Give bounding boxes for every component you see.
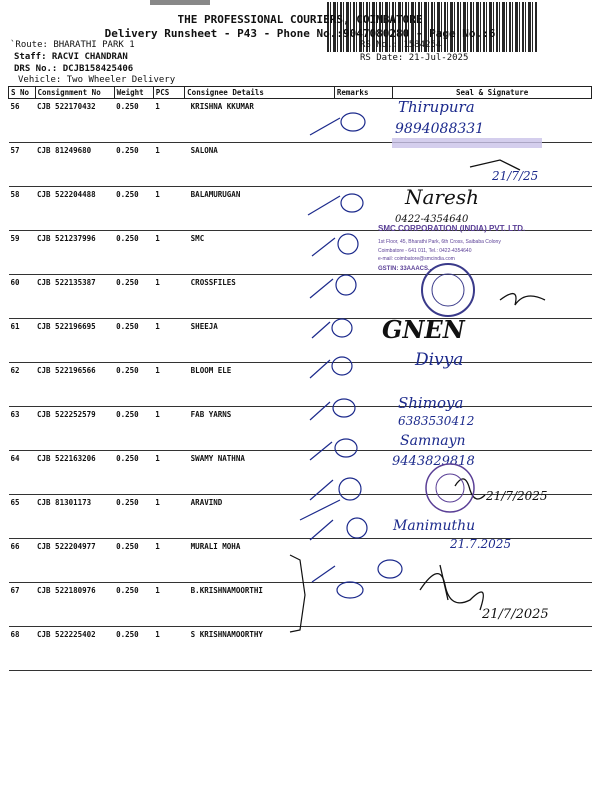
row-sno: 58: [9, 187, 36, 231]
sig-61: GNEN: [382, 315, 465, 344]
row-consignment-no: CJB 522196566: [35, 363, 114, 407]
sig-65-date: 21/7/2025: [486, 489, 548, 503]
stamp-gstin: GSTIN: 33AAACS...: [378, 266, 434, 272]
row-sno: 63: [9, 407, 36, 451]
row-remarks: [334, 143, 392, 187]
row-signature: [393, 319, 592, 363]
row-weight: 0.250: [114, 407, 153, 451]
sig-66-date: 21.7.2025: [450, 537, 512, 551]
row-pcs: 1: [153, 319, 184, 363]
sig-58: Naresh: [405, 185, 479, 209]
row-consignee-name: KRISHNA KKUMAR: [185, 99, 335, 143]
row-signature: [393, 627, 592, 671]
row-sno: 65: [9, 495, 36, 539]
row-remarks: [334, 99, 392, 143]
row-signature: [393, 451, 592, 495]
row-signature: [393, 187, 592, 231]
sig-63: Shimoya: [398, 394, 464, 412]
row-sno: 56: [9, 99, 36, 143]
row-signature: [393, 99, 592, 143]
row-pcs: 1: [153, 231, 184, 275]
row-remarks: [334, 231, 392, 275]
table-row: [9, 407, 592, 451]
row-sno: 68: [9, 627, 36, 671]
col-remarks: Remarks: [334, 87, 392, 99]
table-row: [9, 363, 592, 407]
row-sno: 60: [9, 275, 36, 319]
row-sno: 57: [9, 143, 36, 187]
col-signature: Seal & Signature: [393, 87, 592, 99]
sig-63-phone: 6383530412: [398, 414, 475, 428]
row-signature: [393, 583, 592, 627]
row-consignment-no: CJB 522180976: [35, 583, 114, 627]
row-consignee-name: B.KRISHNAMOORTHI: [185, 583, 335, 627]
row-pcs: 1: [153, 99, 184, 143]
row-pcs: 1: [153, 187, 184, 231]
row-consignment-no: CJB 81249680: [35, 143, 114, 187]
row-consignment-no: CJB 522163206: [35, 451, 114, 495]
row-pcs: 1: [153, 451, 184, 495]
row-remarks: [334, 583, 392, 627]
row-signature: [393, 275, 592, 319]
row-pcs: 1: [153, 275, 184, 319]
sig-66: Manimuthu: [393, 518, 476, 534]
row-pcs: 1: [153, 143, 184, 187]
table-row: [9, 187, 592, 231]
table-row: [9, 451, 592, 495]
row-consignment-no: CJB 81301173: [35, 495, 114, 539]
row-consignee-name: BALAMURUGAN: [185, 187, 335, 231]
row-consignment-no: CJB 522225402: [35, 627, 114, 671]
col-pcs: PCS: [153, 87, 184, 99]
row-consignee-name: ARAVIND: [185, 495, 335, 539]
row-consignee-name: SMC: [185, 231, 335, 275]
row-consignee-name: SALONA: [185, 143, 335, 187]
row-weight: 0.250: [114, 583, 153, 627]
stamp-name: SMC CORPORATION (INDIA) PVT. LTD.: [378, 224, 526, 233]
sig-64-phone: 9443829818: [392, 454, 475, 469]
row-weight: 0.250: [114, 187, 153, 231]
sig-58-phone: 0422-4354640: [395, 214, 469, 225]
row-weight: 0.250: [114, 231, 153, 275]
table-row: [9, 99, 592, 143]
table-row: [9, 231, 592, 275]
row-consignment-no: CJB 521237996: [35, 231, 114, 275]
row-signature: [393, 539, 592, 583]
stamp-line3: e-mail: coimbatore@smcindia.com: [378, 256, 455, 262]
row-weight: 0.250: [114, 275, 153, 319]
rs-date: RS Date: 21-Jul-2025: [360, 53, 469, 63]
sig-62: Divya: [415, 350, 464, 370]
vehicle-label: Vehicle: Two Wheeler Delivery: [18, 75, 176, 85]
col-sno: S No: [9, 87, 36, 99]
table-row: [9, 495, 592, 539]
row-remarks: [334, 539, 392, 583]
row-weight: 0.250: [114, 99, 153, 143]
row-sno: 66: [9, 539, 36, 583]
row-consignee-name: FAB YARNS: [185, 407, 335, 451]
table-row: [9, 143, 592, 187]
row-consignment-no: CJB 522204977: [35, 539, 114, 583]
stamp-line2: Coimbatore - 641 011, Tel.: 0422-4354640: [378, 248, 472, 254]
rs-number: RS No.: 1584254: [360, 40, 442, 50]
row-remarks: [334, 187, 392, 231]
row-pcs: 1: [153, 627, 184, 671]
row-pcs: 1: [153, 363, 184, 407]
staff-label: Staff: RACVI CHANDRAN: [14, 52, 128, 62]
row-signature: [393, 143, 592, 187]
drs-label: DRS No.: DCJB158425406: [14, 64, 134, 74]
row-consignee-name: MURALI MOHA: [185, 539, 335, 583]
sig-57-date: 21/7/25: [492, 169, 539, 183]
row-sno: 61: [9, 319, 36, 363]
row-signature: [393, 495, 592, 539]
row-remarks: [334, 451, 392, 495]
row-consignee-name: SWAMY NATHNA: [185, 451, 335, 495]
row-sno: 59: [9, 231, 36, 275]
row-consignment-no: CJB 522196695: [35, 319, 114, 363]
row-remarks: [334, 627, 392, 671]
runsheet-subtitle: Delivery Runsheet - P43 - Phone No.:9047080280 - Page No.:6: [104, 27, 496, 40]
row-remarks: [334, 363, 392, 407]
row-consignee-name: CROSSFILES: [185, 275, 335, 319]
row-remarks: [334, 495, 392, 539]
table-row: [9, 275, 592, 319]
row-consignment-no: CJB 522170432: [35, 99, 114, 143]
top-edge-mark: [150, 0, 210, 5]
row-consignee-name: SHEEJA: [185, 319, 335, 363]
sig-68-date: 21/7/2025: [482, 607, 549, 622]
row-sno: 67: [9, 583, 36, 627]
row-pcs: 1: [153, 407, 184, 451]
row-weight: 0.250: [114, 539, 153, 583]
row-signature: [393, 363, 592, 407]
row-consignment-no: CJB 522252579: [35, 407, 114, 451]
stamp-line1: 1st Floor, 45, Bharathi Park, 6th Cross, Saibaba Colony: [378, 239, 501, 245]
sig-56: Thirupura: [398, 98, 475, 116]
row-sno: 64: [9, 451, 36, 495]
row-pcs: 1: [153, 539, 184, 583]
table-row: [9, 627, 592, 671]
row-consignment-no: CJB 522135387: [35, 275, 114, 319]
row-consignment-no: CJB 522204488: [35, 187, 114, 231]
row-weight: 0.250: [114, 319, 153, 363]
col-weight: Weight: [114, 87, 153, 99]
col-consignee: Consignee Details: [185, 87, 335, 99]
row-weight: 0.250: [114, 495, 153, 539]
row-consignee-name: S KRISHNAMOORTHY: [185, 627, 335, 671]
page-title: THE PROFESSIONAL COURIERS, COIMBATORE: [177, 13, 423, 26]
row-signature: [393, 231, 592, 275]
sig-64: Samnayn: [400, 433, 466, 449]
row-signature: [393, 407, 592, 451]
row-remarks: [334, 319, 392, 363]
sig-56-phone: 9894088331: [395, 121, 485, 137]
row-weight: 0.250: [114, 627, 153, 671]
col-consignment: Consignment No: [35, 87, 114, 99]
runsheet-table: [8, 86, 592, 671]
row-pcs: 1: [153, 583, 184, 627]
table-row: [9, 583, 592, 627]
row-weight: 0.250: [114, 451, 153, 495]
row-sno: 62: [9, 363, 36, 407]
row-remarks: [334, 275, 392, 319]
route-label: `Route: BHARATHI PARK 1: [10, 40, 135, 50]
table-row: [9, 539, 592, 583]
row-remarks: [334, 407, 392, 451]
row-weight: 0.250: [114, 363, 153, 407]
table-row: [9, 319, 592, 363]
row-consignee-name: BLOOM ELE: [185, 363, 335, 407]
row-pcs: 1: [153, 495, 184, 539]
row-weight: 0.250: [114, 143, 153, 187]
table-header-row: [9, 87, 592, 99]
